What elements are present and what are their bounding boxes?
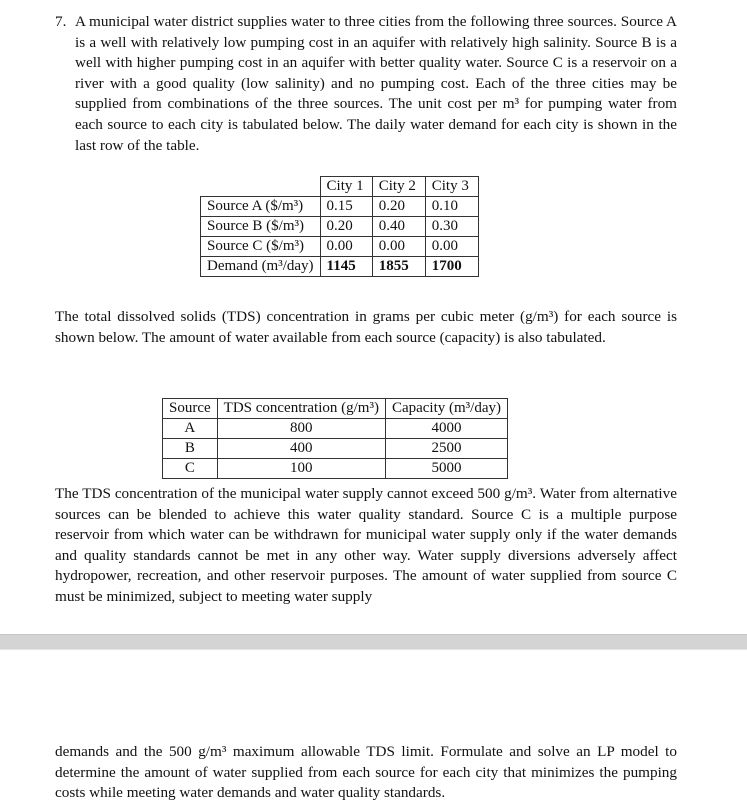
table-header-row (163, 399, 508, 419)
table-cell: 0.10 (425, 197, 478, 217)
source-cell: A (163, 419, 218, 439)
demand-cell: 1855 (372, 257, 425, 277)
column-header: Capacity (m³/day) (385, 399, 507, 419)
column-header: City 1 (320, 177, 372, 197)
continuation-paragraph: demands and the 500 g/m³ maximum allowable TDS limit. Formulate and solve an LP model to determine the amount of water supplied from each source for each city that minimizes the pumping costs while meeting water demands and water quality standards. (55, 743, 677, 802)
capacity-cell: 4000 (385, 419, 507, 439)
table-cell: 0.00 (320, 237, 372, 257)
tds-cell: 100 (217, 459, 385, 479)
tds-capacity-table (162, 398, 508, 479)
demand-cell: 1145 (320, 257, 372, 277)
table-cell: 0.20 (372, 197, 425, 217)
table-cell: 0.00 (425, 237, 478, 257)
unit-cost-table (200, 176, 479, 277)
row-label: Demand (m³/day) (201, 257, 321, 277)
table-cell: 0.30 (425, 217, 478, 237)
column-header: Source (163, 399, 218, 419)
problem-number: 7. (55, 13, 67, 30)
table-cell: 0.20 (320, 217, 372, 237)
row-label: Source B ($/m³) (201, 217, 321, 237)
row-label: Source C ($/m³) (201, 237, 321, 257)
problem-intro-text: A municipal water district supplies water to three cities from the following three sources. Source A is a well with relatively low pumping cost in an aquifer with relatively high salinity. Source B is a well with higher pumping cost in an aquifer with better quality water. Source C is a reservoir on a river with a good quality (low salinity) and no pumping cost. Each of the three cities may be supplied from combinations of the three sources. The unit cost per m³ for pumping water from each source to each city is tabulated below. The daily water demand for each city is shown in the last row of the table. (75, 13, 677, 154)
problem-intro-paragraph (55, 12, 677, 156)
tds-cell: 800 (217, 419, 385, 439)
table-row (201, 217, 479, 237)
table-row (163, 439, 508, 459)
table-row (163, 459, 508, 479)
row-label: Source A ($/m³) (201, 197, 321, 217)
table-cell: 0.40 (372, 217, 425, 237)
source-cell: C (163, 459, 218, 479)
table-row (201, 197, 479, 217)
page-break-divider (0, 634, 747, 650)
source-cell: B (163, 439, 218, 459)
column-header: City 2 (372, 177, 425, 197)
table-row (201, 257, 479, 277)
capacity-cell: 5000 (385, 459, 507, 479)
table-cell: 0.15 (320, 197, 372, 217)
constraints-paragraph: The TDS concentration of the municipal water supply cannot exceed 500 g/m³. Water from alternative sources can be blended to achieve this water quality standard. Source C is a multiple purpose reservoir from which water can be withdrawn for municipal water supply only if the water demands and quality standards cannot be met in any other way. Water supply diversions adversely affect hydropower, recreation, and other reservoir purposes. The amount of water supplied from source C must be minimized, subject to meeting water supply (55, 485, 677, 605)
column-header: City 3 (425, 177, 478, 197)
table-row (163, 419, 508, 439)
demand-cell: 1700 (425, 257, 478, 277)
table-row (201, 237, 479, 257)
capacity-cell: 2500 (385, 439, 507, 459)
tds-intro-paragraph: The total dissolved solids (TDS) concentration in grams per cubic meter (g/m³) for each source is shown below. The amount of water available from each source (capacity) is also tabulated. (55, 308, 677, 346)
table-cell: 0.00 (372, 237, 425, 257)
column-header: TDS concentration (g/m³) (217, 399, 385, 419)
tds-cell: 400 (217, 439, 385, 459)
table-header-row (201, 177, 479, 197)
